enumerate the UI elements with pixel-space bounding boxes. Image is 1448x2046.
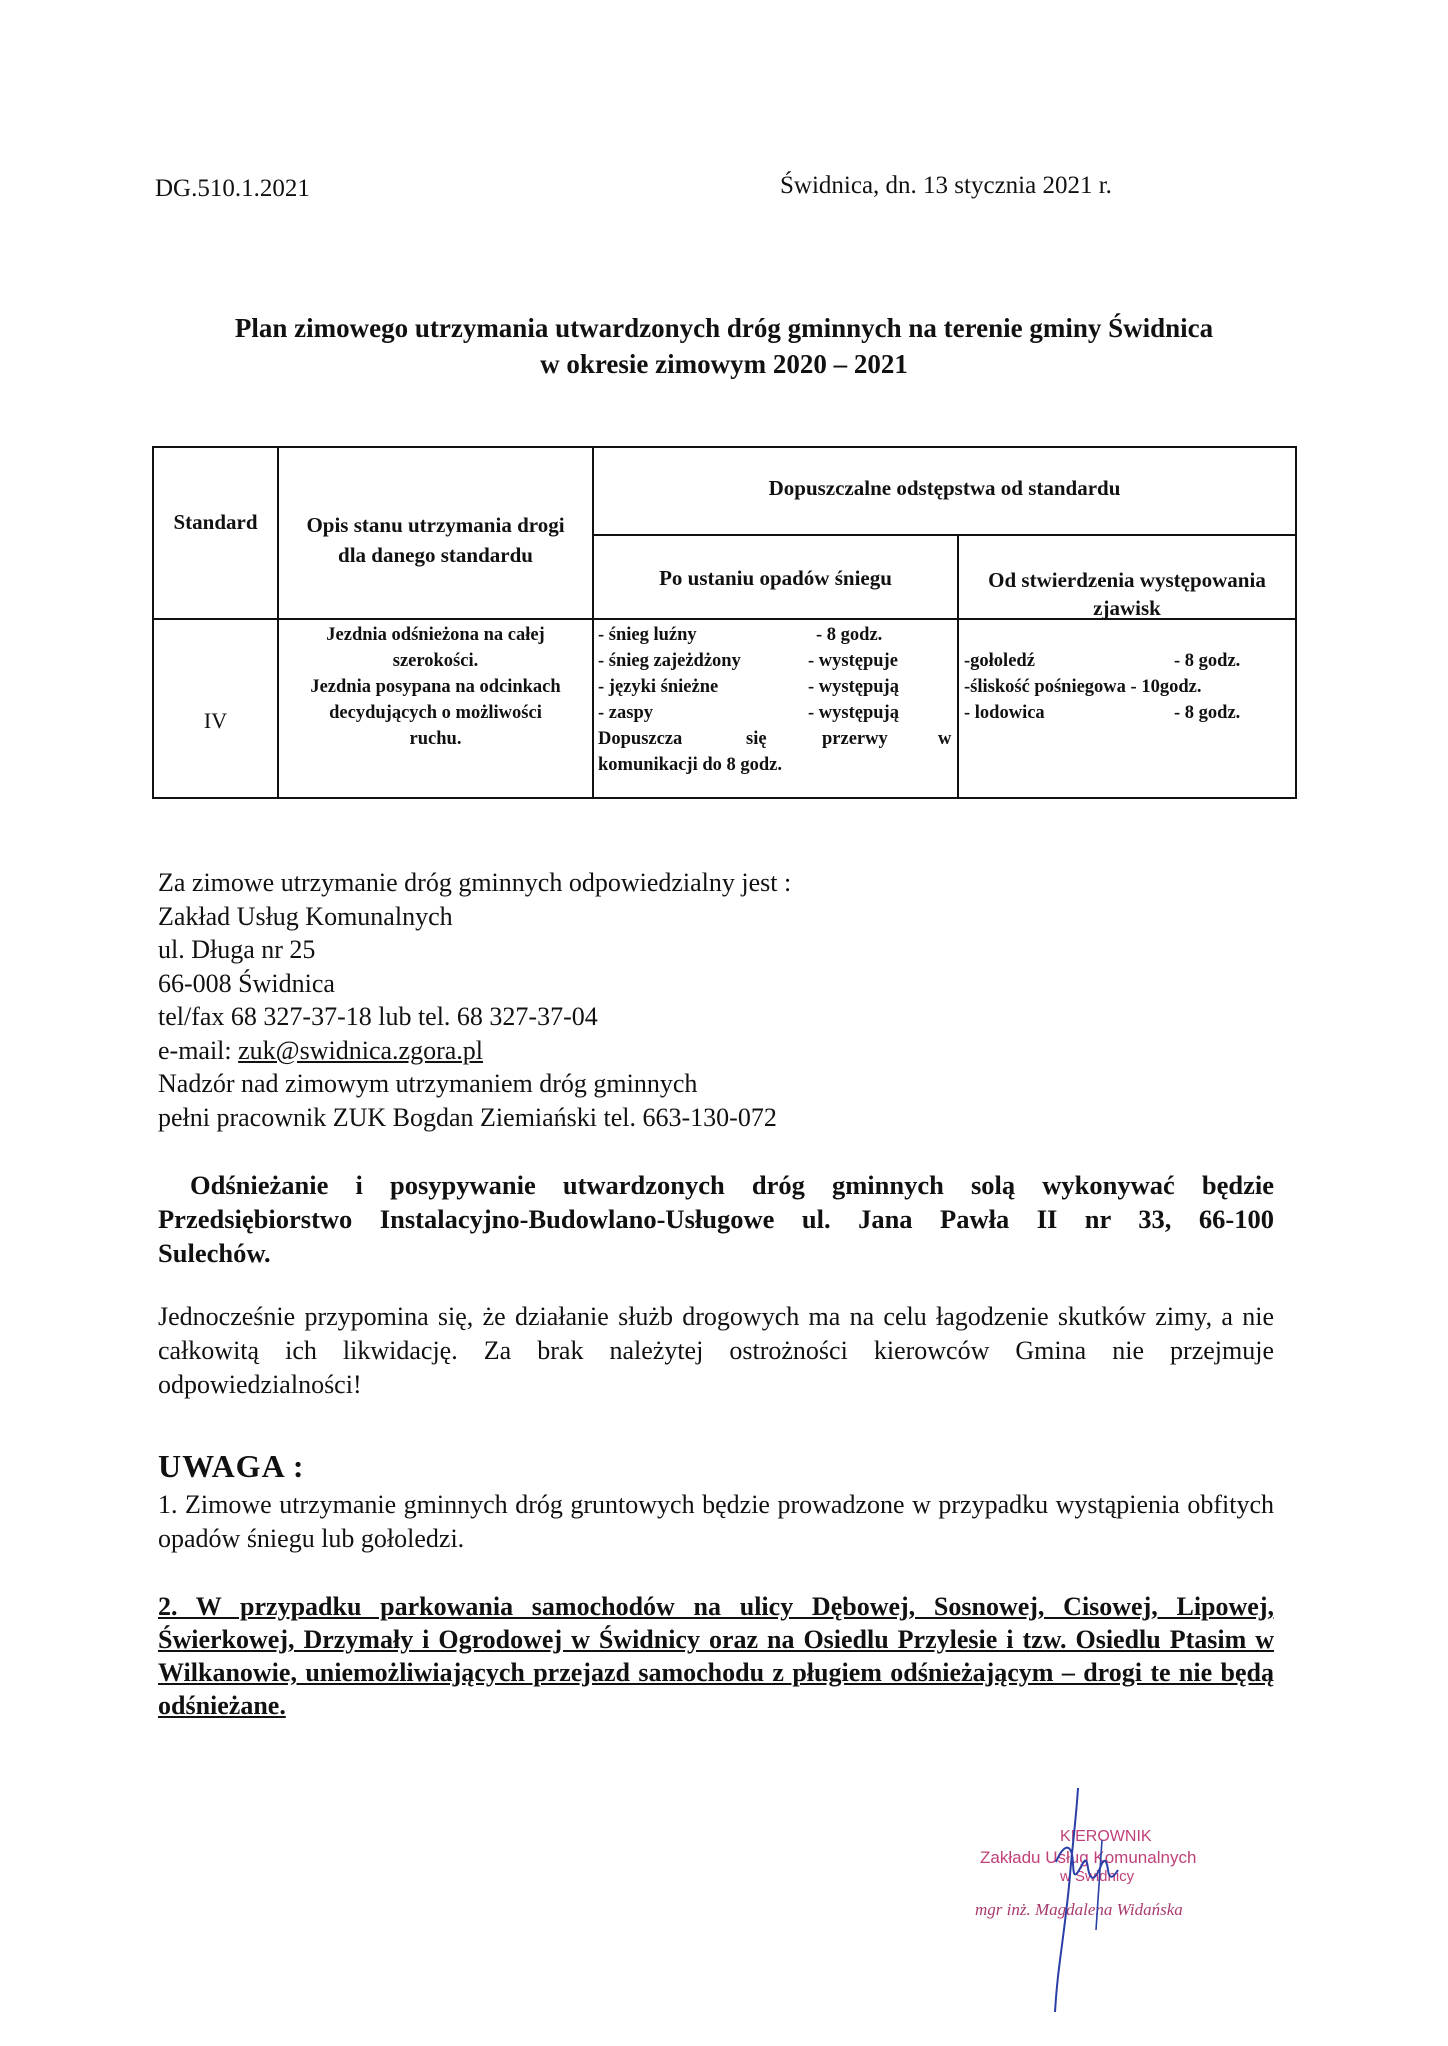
header-standard: Standard xyxy=(173,510,258,534)
stamp-organization: Zakładu Usług Komunalnych xyxy=(980,1848,1197,1867)
email-label: e-mail: xyxy=(158,1035,239,1065)
table-divider xyxy=(592,534,1297,536)
description-line: decydujących o możliwości xyxy=(329,703,542,723)
email-link[interactable]: zuk@swidnica.zgora.pl xyxy=(238,1035,484,1065)
from-detection-item: - lodowica - 8 godz. xyxy=(964,703,1241,723)
row-after-snow xyxy=(598,622,953,778)
description-line: szerokości. xyxy=(392,651,479,671)
from-detection-item: -gołoledź - 8 godz. xyxy=(964,651,1241,671)
after-snow-item: - śnieg luźny - 8 godz. xyxy=(598,625,883,645)
header-description xyxy=(279,510,592,570)
header-deviations: Dopuszczalne odstępstwa od standardu xyxy=(768,476,1121,500)
table-border xyxy=(152,797,1297,799)
description-line: Jezdnia posypana na odcinkach xyxy=(310,677,561,697)
supervision-line-1: Nadzór nad zimowym utrzymaniem dróg gminnych xyxy=(158,1069,698,1098)
description-line: Jezdnia odśnieżona na całej xyxy=(326,625,545,645)
contact-email-line xyxy=(158,1034,791,1068)
after-snow-item: - języki śnieżne - występują xyxy=(598,677,899,697)
official-stamp xyxy=(960,1780,1260,2040)
document-reference: DG.510.1.2021 xyxy=(155,175,310,202)
table-border xyxy=(1295,446,1297,799)
row-standard: IV xyxy=(203,708,228,733)
document-title xyxy=(100,310,1348,382)
stamp-location: w Świdnicy xyxy=(1060,1868,1135,1885)
uwaga-item-1: 1. Zimowe utrzymanie gminnych dróg gruntowych będzie prowadzone w przypadku wystąpienia obfitych opadów śniegu lub gołoledzi. xyxy=(158,1490,1274,1553)
after-snow-item: - śnieg zajeżdżony - występuje xyxy=(598,651,898,671)
contact-phone: tel/fax 68 327-37-18 lub tel. 68 327-37-04 xyxy=(158,1002,598,1031)
contact-block xyxy=(158,866,791,1134)
header-after-snow: Po ustaniu opadów śniegu xyxy=(659,566,892,590)
contractor-line: Sulechów. xyxy=(158,1238,271,1268)
table-border xyxy=(152,446,1297,448)
header-from-detection xyxy=(959,566,1295,622)
stamp-title: KIEROWNIK xyxy=(1060,1828,1152,1845)
contact-intro: Za zimowe utrzymanie dróg gminnych odpowiedzialny jest : xyxy=(158,868,792,897)
after-snow-note: Dopuszcza się przerwy w xyxy=(598,729,952,749)
uwaga-item-2: 2. W przypadku parkowania samochodów na ulicy Dębowej, Sosnowej, Cisowej, Lipowej, Świerkowej, Drzymały i Ogrodowej w Świdnicy oraz na Osiedlu Przylesie i tzw. Osiedlu Ptasim w Wilkanowie, uniemożliwiających przejazd samochodu z pługiem odśnieżającym – drogi te nie będą odśnieżane. xyxy=(158,1592,1274,1720)
contact-street: ul. Długa nr 25 xyxy=(158,935,316,964)
contact-city: 66-008 Świdnica xyxy=(158,968,335,998)
from-detection-item: -śliskość pośniegowa - 10godz. xyxy=(964,677,1202,697)
after-snow-note: komunikacji do 8 godz. xyxy=(598,755,783,775)
table-border xyxy=(152,446,154,799)
notice-paragraph: Jednocześnie przypomina się, że działanie służb drogowych ma na celu łagodzenie skutków zimy, a nie całkowitą ich likwidację. Za brak należytej ostrożności kierowców Gmina nie przejmuje odpowiedzialności! xyxy=(158,1302,1274,1399)
contractor-line: Odśnieżanie i posypywanie utwardzonych dróg gminnych solą wykonywać będzie xyxy=(190,1170,1274,1200)
row-from-detection xyxy=(964,648,1294,726)
stamp-signatory: mgr inż. Magdalena Widańska xyxy=(975,1900,1183,1919)
title-line-1: Plan zimowego utrzymania utwardzonych dróg gminnych na terenie gminy Świdnica xyxy=(234,313,1214,343)
signature-icon xyxy=(960,1780,1260,2040)
title-line-2: w okresie zimowym 2020 – 2021 xyxy=(540,349,908,379)
row-description xyxy=(279,622,592,752)
header-from-detection-line: zjawisk xyxy=(1093,596,1161,620)
contact-organization: Zakład Usług Komunalnych xyxy=(158,901,453,931)
header-from-detection-line: Od stwierdzenia występowania xyxy=(988,568,1266,592)
contractor-line: Przedsiębiorstwo Instalacyjno-Budowlano-Usługowe ul. Jana Pawła II nr 33, 66-100 xyxy=(158,1204,1274,1234)
description-line: ruchu. xyxy=(409,729,462,749)
supervision-line-2: pełni pracownik ZUK Bogdan Ziemiański tel. 663-130-072 xyxy=(158,1102,777,1132)
contractor-paragraph xyxy=(158,1168,1274,1270)
winter-maintenance-table xyxy=(152,446,1297,799)
place-and-date: Świdnica, dn. 13 stycznia 2021 r. xyxy=(780,172,1112,199)
after-snow-item: - zaspy - występują xyxy=(598,703,899,723)
header-description-line: Opis stanu utrzymania drogi xyxy=(306,513,565,537)
uwaga-heading: UWAGA : xyxy=(158,1448,305,1484)
header-description-line: dla danego standardu xyxy=(338,543,533,567)
